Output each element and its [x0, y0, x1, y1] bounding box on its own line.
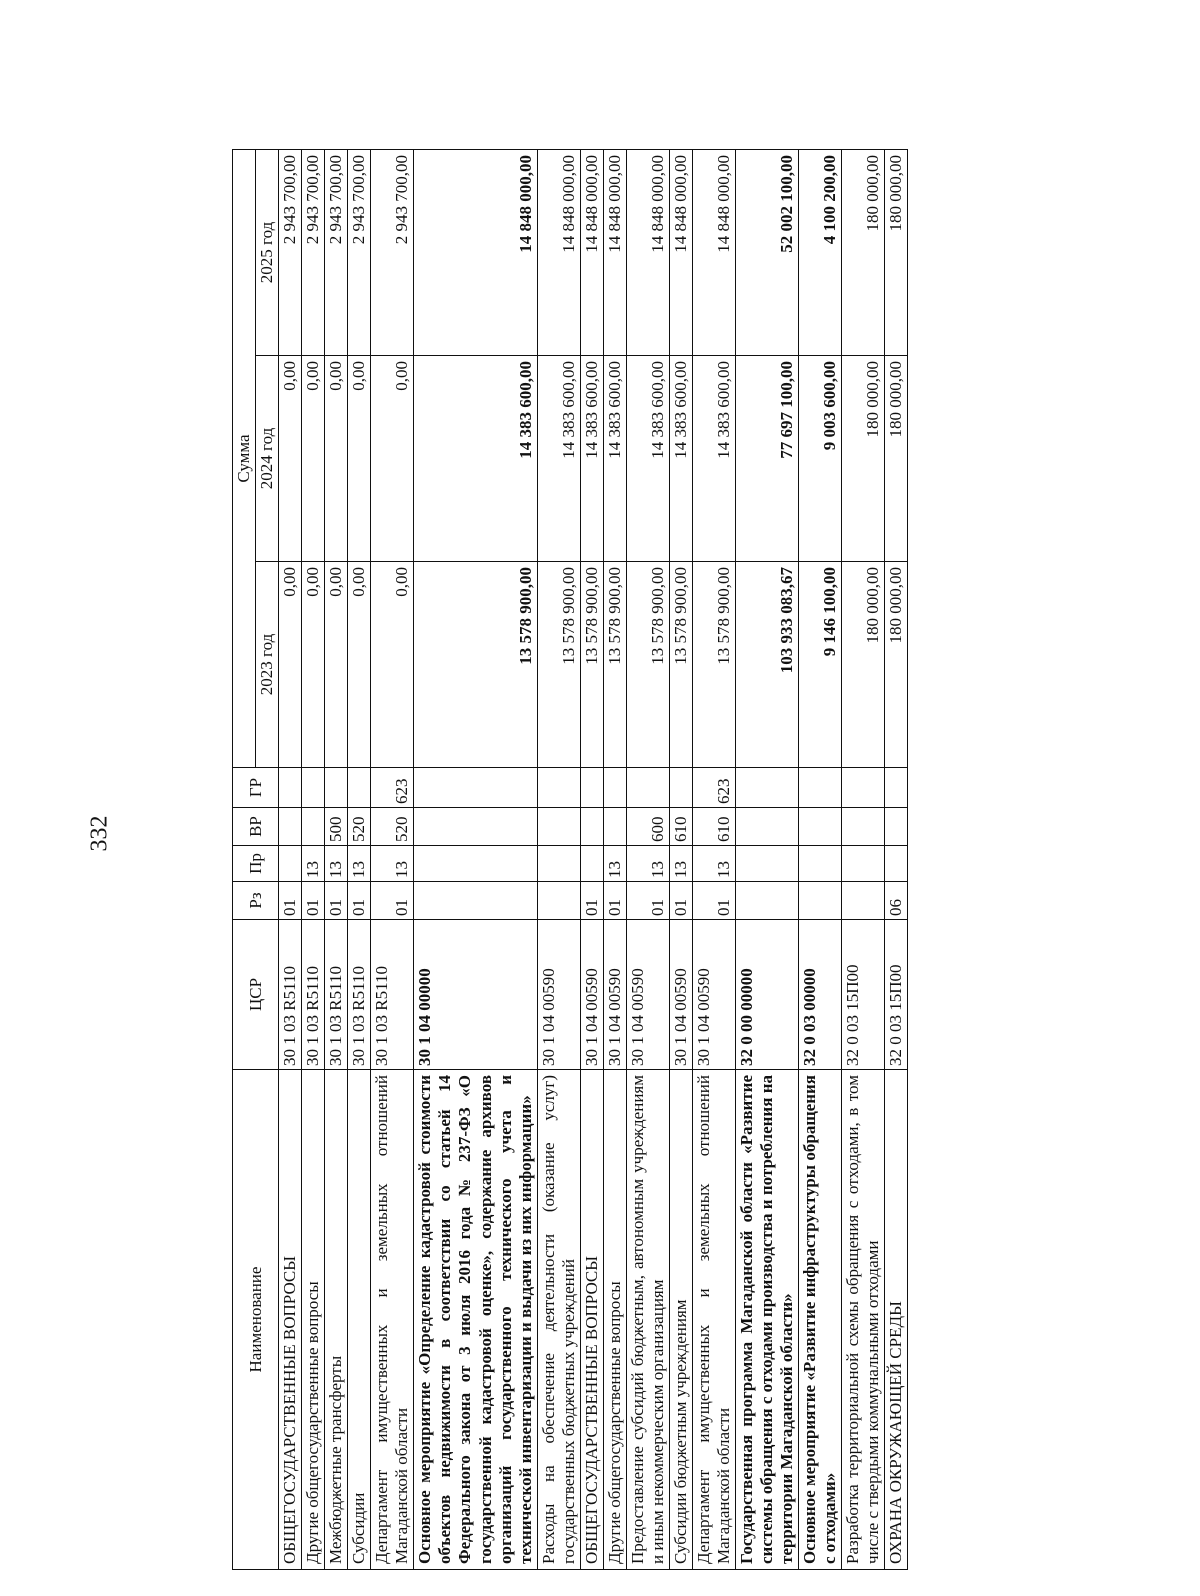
row-amount-2023: 13 578 900,00 [537, 562, 580, 768]
row-vr: 500 [325, 808, 348, 846]
row-amount-2025: 14 848 000,00 [692, 149, 735, 355]
row-amount-2023: 180 000,00 [842, 562, 885, 768]
row-name: Департамент имущественных и земельных отношений Магаданской области [371, 1070, 414, 1570]
row-amount-2025: 2 943 700,00 [302, 149, 325, 355]
row-pr [885, 846, 908, 882]
row-vr [414, 808, 537, 846]
table-row [626, 149, 669, 1569]
row-amount-2024: 0,00 [302, 356, 325, 562]
row-amount-2025: 180 000,00 [842, 149, 885, 355]
row-amount-2024: 14 383 600,00 [603, 356, 626, 562]
row-gr [736, 768, 799, 808]
row-csr: 30 1 04 00590 [537, 920, 580, 1070]
row-rz: 01 [580, 882, 603, 920]
header-pr: Пр [233, 846, 279, 882]
row-amount-2023: 0,00 [371, 562, 414, 768]
table-row [799, 149, 842, 1569]
row-name: Департамент имущественных и земельных отношений Магаданской области [692, 1070, 735, 1570]
row-name: ОБЩЕГОСУДАРСТВЕННЫЕ ВОПРОСЫ [580, 1070, 603, 1570]
header-2024: 2024 год [256, 356, 279, 562]
row-rz [799, 882, 842, 920]
budget-table [232, 149, 908, 1570]
row-csr: 32 0 03 15П00 [842, 920, 885, 1070]
table-row [348, 149, 371, 1569]
row-amount-2023: 0,00 [325, 562, 348, 768]
row-csr: 30 1 04 00590 [669, 920, 692, 1070]
row-pr: 13 [669, 846, 692, 882]
table-row [537, 149, 580, 1569]
row-name: Субсидии [348, 1070, 371, 1570]
row-amount-2024: 14 383 600,00 [692, 356, 735, 562]
row-gr [885, 768, 908, 808]
row-vr: 610 [692, 808, 735, 846]
row-gr [669, 768, 692, 808]
row-name: Расходы на обеспечение деятельности (оказание услуг) государственных бюджетных учреждений [537, 1070, 580, 1570]
row-vr [279, 808, 302, 846]
row-vr: 610 [669, 808, 692, 846]
row-csr: 30 1 04 00590 [692, 920, 735, 1070]
row-rz [414, 882, 537, 920]
row-amount-2025: 14 848 000,00 [626, 149, 669, 355]
table-row [414, 149, 537, 1569]
row-pr: 13 [603, 846, 626, 882]
row-amount-2023: 13 578 900,00 [692, 562, 735, 768]
row-rz: 01 [669, 882, 692, 920]
row-amount-2024: 14 383 600,00 [626, 356, 669, 562]
row-csr: 30 1 04 00000 [414, 920, 537, 1070]
row-vr: 520 [371, 808, 414, 846]
row-csr: 30 1 04 00590 [603, 920, 626, 1070]
row-amount-2025: 2 943 700,00 [371, 149, 414, 355]
row-pr [279, 846, 302, 882]
row-rz: 01 [371, 882, 414, 920]
row-gr [842, 768, 885, 808]
row-vr [885, 808, 908, 846]
header-csr: ЦСР [233, 920, 279, 1070]
row-amount-2023: 0,00 [302, 562, 325, 768]
row-name: ОХРАНА ОКРУЖАЮЩЕЙ СРЕДЫ [885, 1070, 908, 1570]
row-amount-2025: 180 000,00 [885, 149, 908, 355]
row-gr [626, 768, 669, 808]
row-vr: 520 [348, 808, 371, 846]
row-amount-2023: 13 578 900,00 [669, 562, 692, 768]
row-amount-2024: 14 383 600,00 [414, 356, 537, 562]
row-name: Основное мероприятие «Развитие инфраструктуры обращения с отходами» [799, 1070, 842, 1570]
header-2025: 2025 год [256, 149, 279, 355]
header-rz: Рз [233, 882, 279, 920]
row-csr: 30 1 03 R5110 [371, 920, 414, 1070]
row-amount-2024: 0,00 [325, 356, 348, 562]
row-pr [580, 846, 603, 882]
row-gr [580, 768, 603, 808]
row-amount-2023: 9 146 100,00 [799, 562, 842, 768]
row-csr: 30 1 03 R5110 [279, 920, 302, 1070]
row-amount-2024: 0,00 [279, 356, 302, 562]
row-gr [414, 768, 537, 808]
table-row [580, 149, 603, 1569]
row-amount-2023: 13 578 900,00 [580, 562, 603, 768]
row-name: Другие общегосударственные вопросы [603, 1070, 626, 1570]
row-rz: 01 [626, 882, 669, 920]
row-gr: 623 [371, 768, 414, 808]
row-vr [799, 808, 842, 846]
row-amount-2024: 9 003 600,00 [799, 356, 842, 562]
row-amount-2025: 14 848 000,00 [669, 149, 692, 355]
table-body [279, 149, 908, 1569]
row-vr: 600 [626, 808, 669, 846]
table-row [669, 149, 692, 1569]
row-amount-2025: 2 943 700,00 [279, 149, 302, 355]
header-2023: 2023 год [256, 562, 279, 768]
table-row [603, 149, 626, 1569]
row-gr [348, 768, 371, 808]
row-vr [603, 808, 626, 846]
row-amount-2024: 0,00 [371, 356, 414, 562]
table-row [325, 149, 348, 1569]
row-csr: 30 1 03 R5110 [325, 920, 348, 1070]
row-pr: 13 [325, 846, 348, 882]
header-gr: ГР [233, 768, 279, 808]
row-amount-2025: 14 848 000,00 [414, 149, 537, 355]
row-vr [736, 808, 799, 846]
row-name: Межбюджетные трансферты [325, 1070, 348, 1570]
row-rz: 01 [692, 882, 735, 920]
row-amount-2024: 14 383 600,00 [537, 356, 580, 562]
table-row [371, 149, 414, 1569]
row-amount-2025: 14 848 000,00 [537, 149, 580, 355]
row-rz [842, 882, 885, 920]
row-amount-2023: 13 578 900,00 [603, 562, 626, 768]
page-number: 332 [86, 815, 113, 852]
row-gr [799, 768, 842, 808]
row-gr [302, 768, 325, 808]
row-vr [302, 808, 325, 846]
row-csr: 30 1 04 00590 [626, 920, 669, 1070]
row-rz: 06 [885, 882, 908, 920]
table-row [279, 149, 302, 1569]
row-csr: 32 0 03 00000 [799, 920, 842, 1070]
row-csr: 30 1 03 R5110 [348, 920, 371, 1070]
row-name: ОБЩЕГОСУДАРСТВЕННЫЕ ВОПРОСЫ [279, 1070, 302, 1570]
budget-table-rotated [232, 150, 977, 1570]
row-rz [537, 882, 580, 920]
row-pr: 13 [371, 846, 414, 882]
row-pr [414, 846, 537, 882]
row-amount-2025: 2 943 700,00 [325, 149, 348, 355]
row-amount-2023: 0,00 [348, 562, 371, 768]
row-pr [736, 846, 799, 882]
row-name: Основное мероприятие «Определение кадастровой стоимости объектов недвижимости в соответствии со статьей 14 Федерального закона от 3 июля 2016 года № 237-ФЗ «О государственной кадастровой оценке», содержание архивов организаций государственного технического учета и технической инвентаризации и выдачи из них информации» [414, 1070, 537, 1570]
row-vr [537, 808, 580, 846]
row-name: Разработка территориальной схемы обращения с отходами, в том числе с твердыми коммунальными отходами [842, 1070, 885, 1570]
row-amount-2024: 0,00 [348, 356, 371, 562]
row-pr: 13 [692, 846, 735, 882]
table-row [692, 149, 735, 1569]
row-rz: 01 [348, 882, 371, 920]
table-row [842, 149, 885, 1569]
row-pr [537, 846, 580, 882]
row-amount-2023: 0,00 [279, 562, 302, 768]
row-pr: 13 [302, 846, 325, 882]
row-vr [580, 808, 603, 846]
row-gr [325, 768, 348, 808]
row-csr: 32 0 03 15П00 [885, 920, 908, 1070]
row-rz: 01 [325, 882, 348, 920]
row-amount-2024: 180 000,00 [885, 356, 908, 562]
row-gr [279, 768, 302, 808]
row-pr [842, 846, 885, 882]
table-row [736, 149, 799, 1569]
row-gr: 623 [692, 768, 735, 808]
table-row [885, 149, 908, 1569]
row-amount-2025: 14 848 000,00 [603, 149, 626, 355]
row-amount-2023: 180 000,00 [885, 562, 908, 768]
row-rz: 01 [603, 882, 626, 920]
row-amount-2024: 77 697 100,00 [736, 356, 799, 562]
header-vr: ВР [233, 808, 279, 846]
row-pr [799, 846, 842, 882]
row-amount-2023: 13 578 900,00 [626, 562, 669, 768]
row-name: Предоставление субсидий бюджетным, автономным учреждениям и иным некоммерческим организациям [626, 1070, 669, 1570]
header-sum: Сумма [233, 149, 256, 767]
row-rz: 01 [279, 882, 302, 920]
row-csr: 30 1 04 00590 [580, 920, 603, 1070]
row-rz: 01 [302, 882, 325, 920]
row-name: Государственная программа Магаданской области «Развитие системы обращения с отходами производства и потребления на территории Магаданской области» [736, 1070, 799, 1570]
row-name: Субсидии бюджетным учреждениям [669, 1070, 692, 1570]
row-amount-2025: 4 100 200,00 [799, 149, 842, 355]
row-gr [537, 768, 580, 808]
row-amount-2023: 103 933 083,67 [736, 562, 799, 768]
row-csr: 32 0 00 00000 [736, 920, 799, 1070]
row-amount-2024: 14 383 600,00 [580, 356, 603, 562]
row-name: Другие общегосударственные вопросы [302, 1070, 325, 1570]
row-amount-2024: 180 000,00 [842, 356, 885, 562]
row-vr [842, 808, 885, 846]
row-amount-2025: 2 943 700,00 [348, 149, 371, 355]
row-amount-2025: 14 848 000,00 [580, 149, 603, 355]
row-pr: 13 [626, 846, 669, 882]
row-csr: 30 1 03 R5110 [302, 920, 325, 1070]
row-amount-2025: 52 002 100,00 [736, 149, 799, 355]
row-amount-2024: 14 383 600,00 [669, 356, 692, 562]
header-name: Наименование [233, 1070, 279, 1570]
row-rz [736, 882, 799, 920]
table-row [302, 149, 325, 1569]
row-pr: 13 [348, 846, 371, 882]
row-gr [603, 768, 626, 808]
row-amount-2023: 13 578 900,00 [414, 562, 537, 768]
